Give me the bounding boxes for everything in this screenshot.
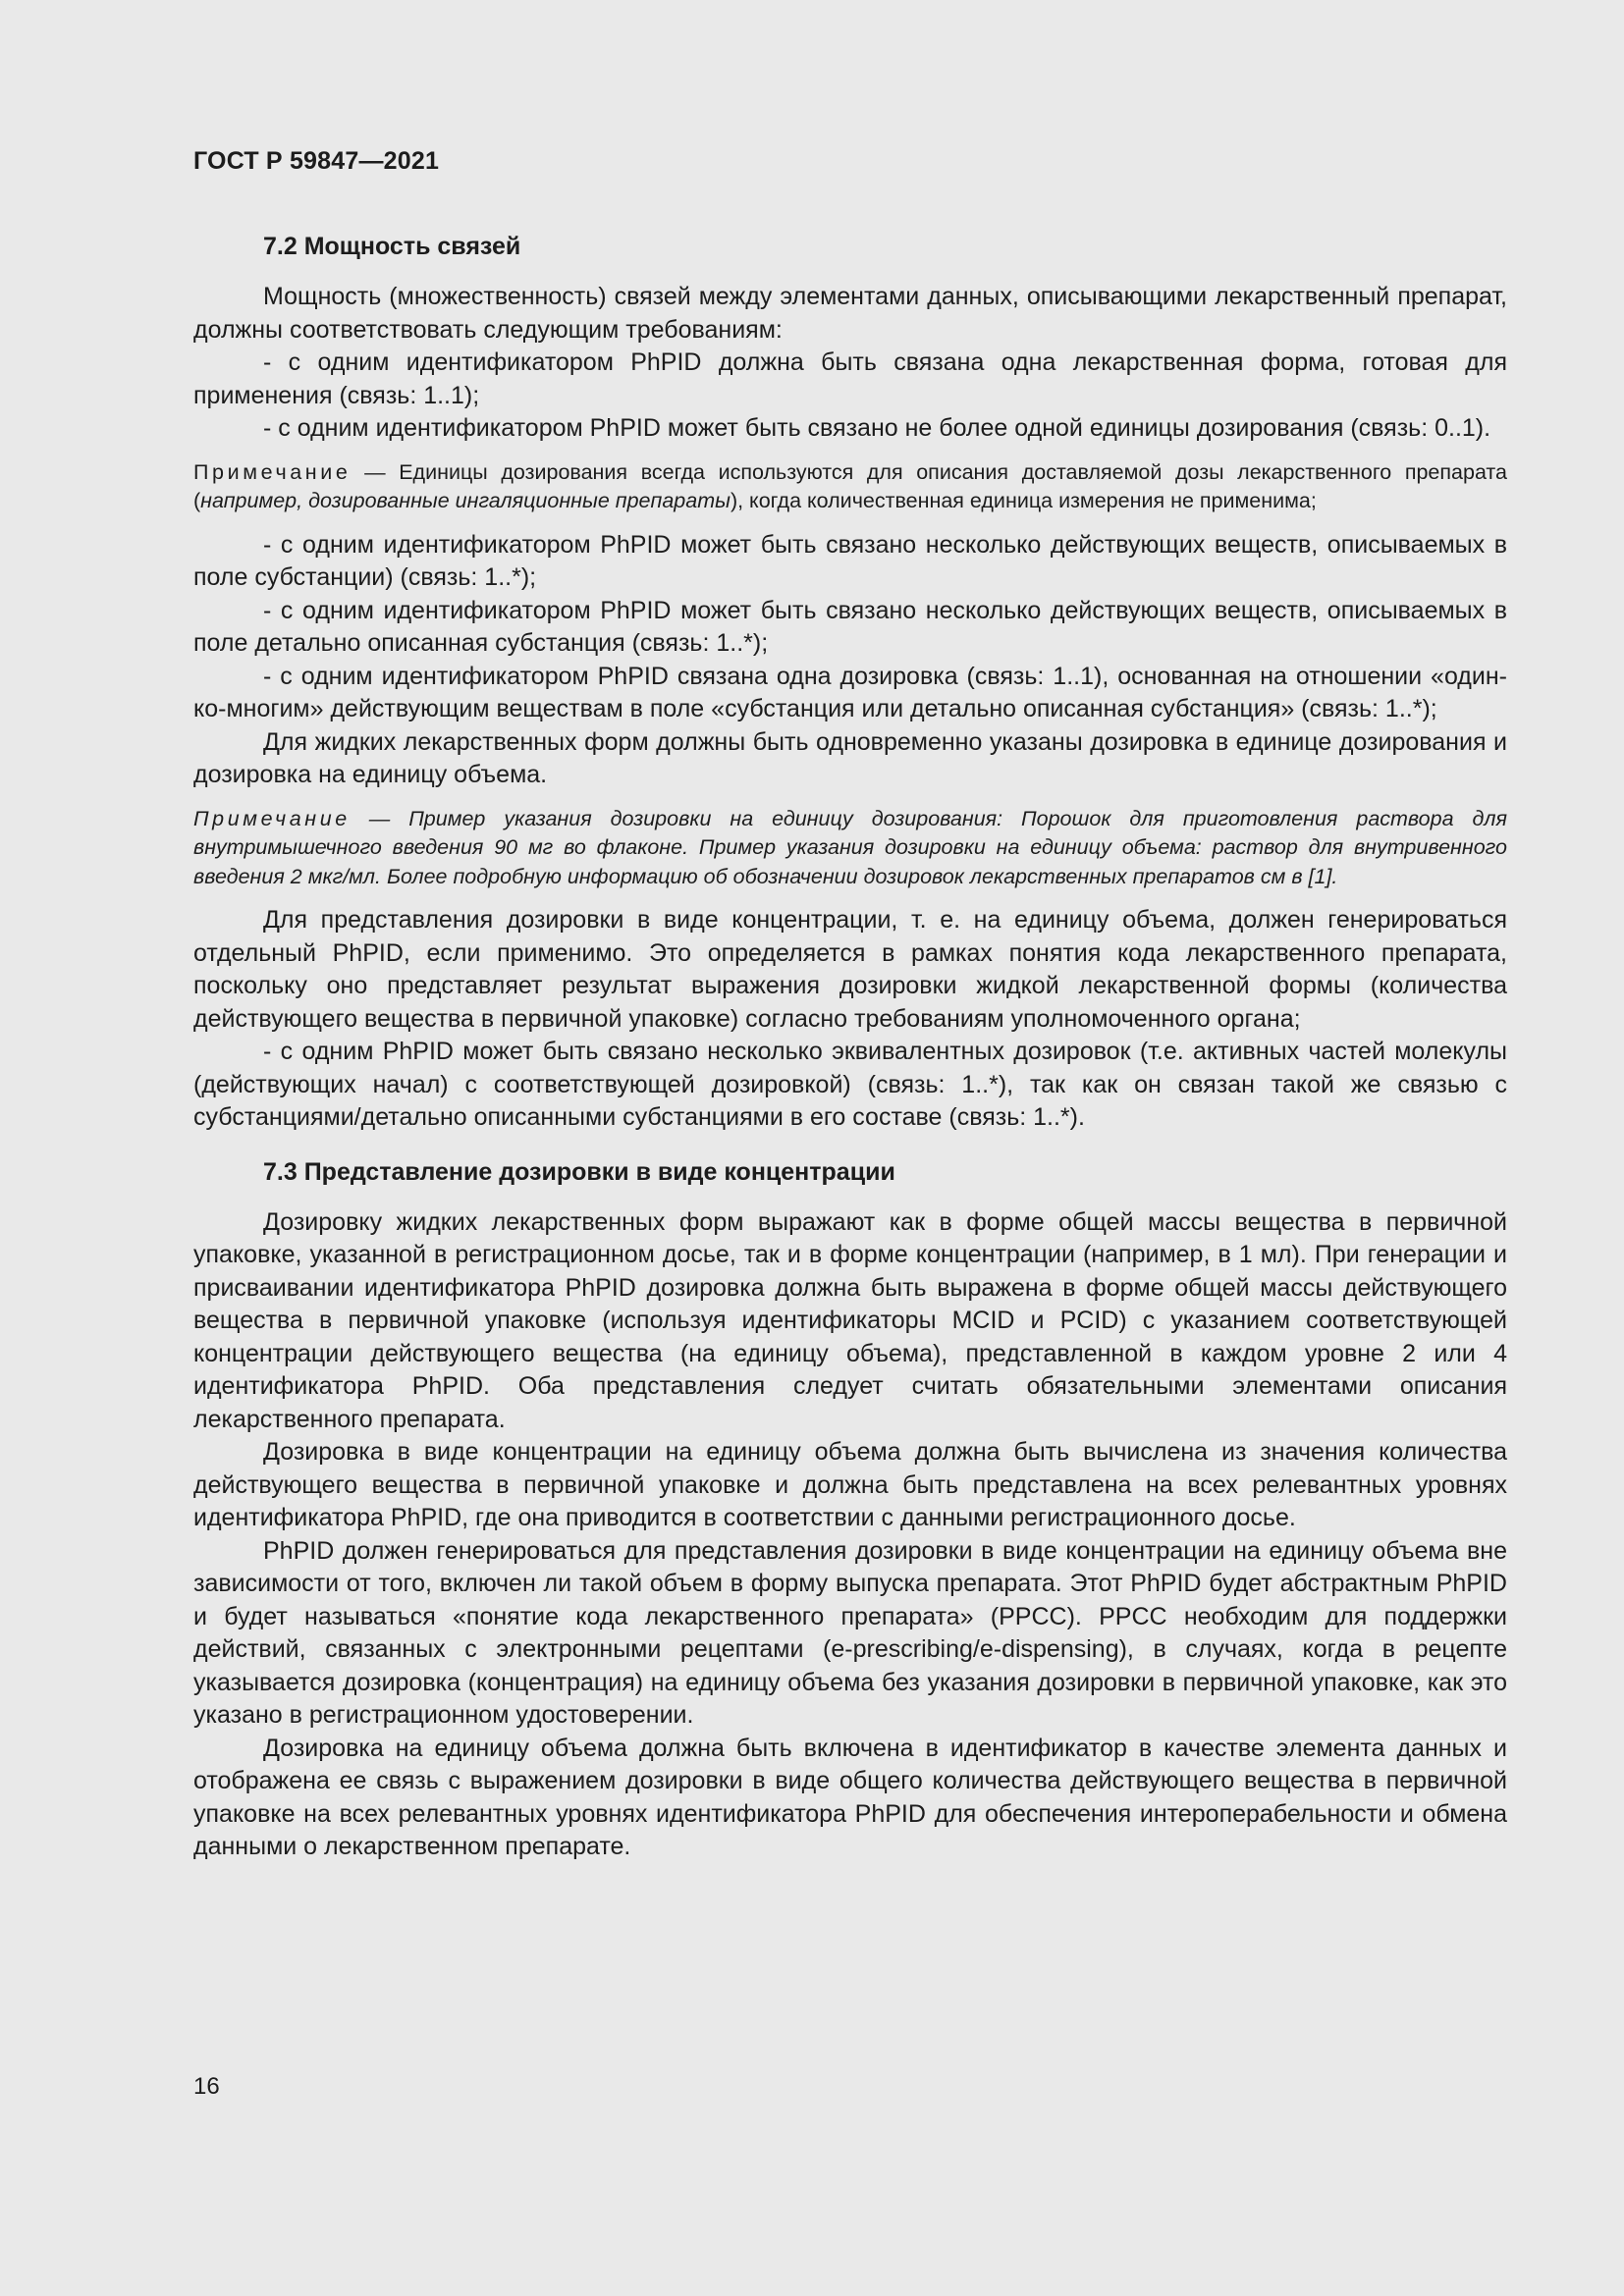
paragraph: Для представления дозировки в виде концентрации, т. е. на единицу объема, должен генерироваться отдельный PhPID, если применимо. Это определяется в рамках понятия кода лекарственного препарата, поскольку оно представляет результат выражения дозировки жидкой лекарственной формы (количества действующего вещества в первичной упаковке) согласно требованиям уполномоченного органа; xyxy=(193,906,1507,1033)
list-item: - с одним идентификатором PhPID связана одна дозировка (связь: 1..1), основанная на отношении «один-ко-многим» действующим веществам в поле «субстанция или детально описанная субстанция» (связь: 1..*); xyxy=(193,662,1507,722)
note-example: например, дозированные ингаляционные препараты xyxy=(200,489,731,512)
standard-header: ГОСТ Р 59847—2021 xyxy=(193,147,440,175)
list-item: - с одним PhPID может быть связано несколько эквивалентных дозировок (т.е. активных частей молекулы (действующих начал) с соответствующей дозировкой) (связь: 1..*), так как он связан такой же связью с субстанциями/детально описанными субстанциями в его составе (связь: 1..*). xyxy=(193,1038,1507,1131)
note-label: Примечание xyxy=(193,459,352,484)
paragraph: PhPID должен генерироваться для представления дозировки в виде концентрации на единицу объема вне зависимости от того, включен ли такой объем в форму выпуска препарата. Этот PhPID будет абстрактным PhPID и будет называться «понятие кода лекарственного препарата» (PPCC). PPCC необходим для поддержки действий, связанных с электронными рецептами (e-prescribing/e-dispensing), в случаях, когда в рецепте указывается дозировка (концентрация) на единицу объема без указания дозировки в первичной упаковке, как это указано в регистрационном удостоверении. xyxy=(193,1536,1507,1729)
paragraph: Для жидких лекарственных форм должны быть одновременно указаны дозировка в единице дозирования и дозировка на единицу объема. xyxy=(193,727,1507,788)
note-text: — Единицы дозирования всегда используются для описания доставляемой дозы лекарственного препарата ( xyxy=(193,459,1507,512)
document-page xyxy=(193,147,1507,1864)
note xyxy=(193,458,1507,516)
paragraph: Дозировка на единицу объема должна быть включена в идентификатор в качестве элемента данных и отображена ее связь с выражением дозировки в виде общего количества действующего вещества в первичной упаковке на всех релевантных уровнях идентификатора PhPID для обеспечения интероперабельности и обмена данными о лекарственном препарате. xyxy=(193,1734,1507,1860)
note-label: Примечание xyxy=(193,806,351,830)
list-item: - с одним идентификатором PhPID может быть связано несколько действующих веществ, описываемых в поле детально описанная субстанция (связь: 1..*); xyxy=(193,596,1507,657)
list-item: - с одним идентификатором PhPID может быть связано не более одной единицы дозирования (связь: 0..1). xyxy=(263,414,1491,442)
section-7-2-title: 7.2 Мощность связей xyxy=(263,233,521,260)
note xyxy=(193,805,1507,892)
section-7-3-title: 7.3 Представление дозировки в виде концентрации xyxy=(263,1157,895,1186)
paragraph: Дозировку жидких лекарственных форм выражают как в форме общей массы вещества в первичной упаковке, указанной в регистрационном досье, так и в форме концентрации (например, в 1 мл). При генерации и присваивании идентификатора PhPID дозировка должна быть выражена в форме общей массы действующего вещества в первичной упаковке (используя идентификаторы MCID и PCID) с указанием соответствующей концентрации действующего вещества (на единицу объема), представленной в каждом уровне 2 или 4 идентификатора PhPID. Оба представления следует считать обязательными элементами описания лекарственного препарата. xyxy=(193,1207,1507,1433)
list-item: - с одним идентификатором PhPID должна быть связана одна лекарственная форма, готовая для применения (связь: 1..1); xyxy=(193,348,1507,409)
paragraph: Дозировка в виде концентрации на единицу объема должна быть вычислена из значения количества действующего вещества в первичной упаковке и должна быть представлена на всех релевантных уровнях идентификатора PhPID, где она приводится в соответствии с данными регистрационного досье. xyxy=(193,1438,1507,1531)
note-text: — Пример указания дозировки на единицу дозирования: Порошок для приготовления раствора для внутримышечного введения 90 мг во флаконе. Пример указания дозировки на единицу объема: раствор для внутривенного введения 2 мкг/мл. Более подробную информацию об обозначении дозировок лекарственных препаратов см в [1]. xyxy=(193,806,1507,888)
note-text: ), когда количественная единица измерения не применима; xyxy=(730,489,1317,512)
page-number: 16 xyxy=(193,2073,220,2100)
paragraph: Мощность (множественность) связей между элементами данных, описывающими лекарственный препарат, должны соответствовать следующим требованиям: xyxy=(193,283,1507,344)
list-item: - с одним идентификатором PhPID может быть связано несколько действующих веществ, описываемых в поле субстанции) (связь: 1..*); xyxy=(193,530,1507,591)
